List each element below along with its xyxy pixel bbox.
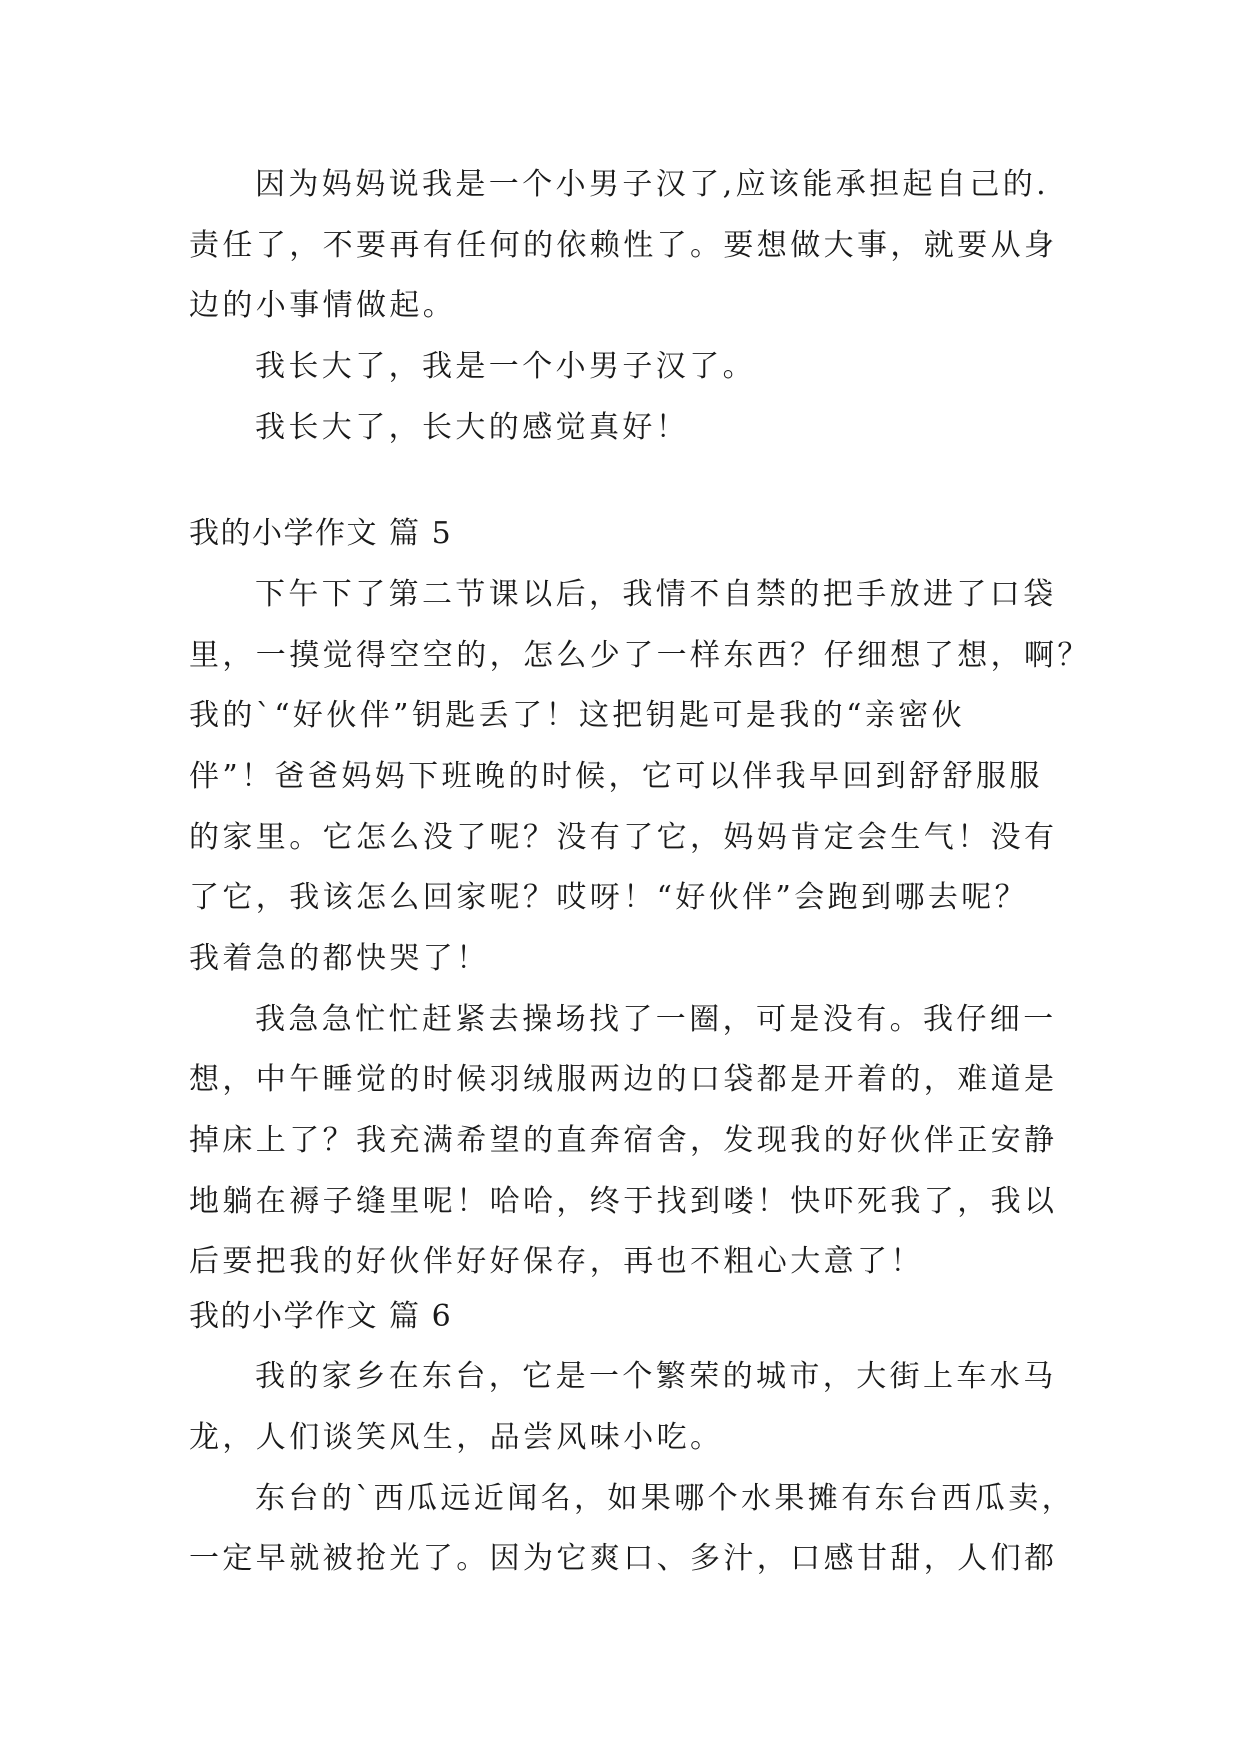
text-line: 想，中午睡觉的时候羽绒服两边的口袋都是开着的，难道是: [189, 1062, 1058, 1097]
text-line: 了它，我该怎么回家呢？哎呀！“好伙伴”会跑到哪去呢？: [189, 880, 1029, 915]
text-line: 下午下了第二节课以后，我情不自禁的把手放进了口袋: [255, 577, 1057, 612]
text-line: 我长大了，长大的感觉真好！: [255, 410, 690, 445]
text-line: 我长大了，我是一个小男子汉了。: [255, 349, 756, 384]
text-line: 我的家乡在东台，它是一个繁荣的城市，大街上车水马: [255, 1359, 1057, 1394]
text-line: 我的`“好伙伴”钥匙丢了！这把钥匙可是我的“亲密伙: [189, 698, 966, 733]
text-line: 后要把我的好伙伴好好保存，再也不粗心大意了！: [189, 1244, 924, 1279]
text-line: 一定早就被抢光了。因为它爽口、多汁，口感甘甜，人们都: [189, 1541, 1058, 1576]
text-line: 地躺在褥子缝里呢！哈哈，终于找到喽！快吓死我了，我以: [189, 1184, 1058, 1219]
text-line: 的家里。它怎么没了呢？没有了它，妈妈肯定会生气！没有: [189, 820, 1058, 855]
text-line: 责任了，不要再有任何的依赖性了。要想做大事，就要从身: [189, 228, 1058, 263]
text-line: 里，一摸觉得空空的，怎么少了一样东西？仔细想了想，啊？: [189, 638, 1091, 673]
section-heading: 我的小学作文 篇 6: [189, 1299, 453, 1334]
section-heading: 我的小学作文 篇 5: [189, 516, 453, 551]
text-line: 边的小事情做起。: [189, 288, 457, 323]
text-line: 伴”！爸爸妈妈下班晚的时候，它可以伴我早回到舒舒服服: [189, 759, 1043, 794]
text-line: 龙，人们谈笑风生，品尝风味小吃。: [189, 1420, 724, 1455]
text-line: 掉床上了？我充满希望的直奔宿舍，发现我的好伙伴正安静: [189, 1123, 1058, 1158]
text-line: 我急急忙忙赶紧去操场找了一圈，可是没有。我仔细一: [255, 1002, 1057, 1037]
text-line: 因为妈妈说我是一个小男子汉了,应该能承担起自己的.: [255, 167, 1050, 202]
text-line: 东台的`西瓜远近闻名，如果哪个水果摊有东台西瓜卖，: [255, 1481, 1075, 1516]
text-line: 我着急的都快哭了！: [189, 941, 490, 976]
